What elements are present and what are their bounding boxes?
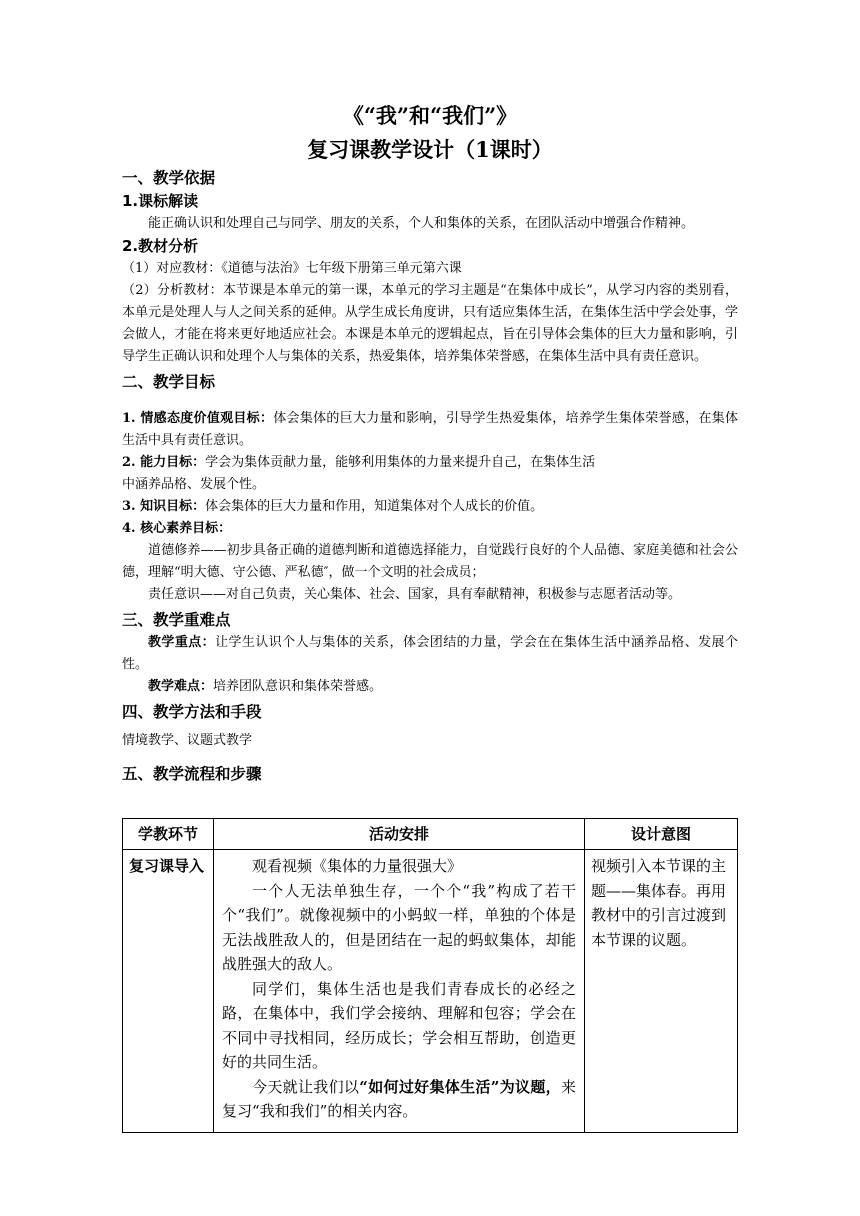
goal-1-text: 体会集体的巨大力量和影响，引导学生热爱集体，培养学生集体荣誉感，在集体生活中具有责任意识。 <box>122 411 738 448</box>
intent-cell: 视频引入本节课的主题——集体春。再用教材中的引言过渡到本节课的议题。 <box>585 850 738 1133</box>
teaching-flow-table <box>122 818 738 1133</box>
activity-p4 <box>222 1075 576 1124</box>
subsection-1-2-heading: 2.教材分析 <box>122 237 199 255</box>
goal-2-cont: 中涵养品格、发展个性。 <box>122 477 266 492</box>
table-row <box>123 850 738 1133</box>
goal-2-text-a: 学会为集体贡献力量，能够利用集体的力量来提升自己，在集体生活 <box>205 455 596 470</box>
goal-4-moral: 道德修养——初步具备正确的道德判断和道德选择能力，自觉践行良好的个人品德、家庭美德和社会公德，理解“明大德、守公德、严私德″，做一个文明的社会成员； <box>122 543 738 580</box>
section-3-heading: 三、教学重难点 <box>122 611 231 629</box>
header-activity: 活动安排 <box>214 819 585 850</box>
section-4-heading: 四、教学方法和手段 <box>122 703 262 721</box>
section-1-heading: 一、教学依据 <box>122 169 216 187</box>
activity-cell <box>214 850 585 1133</box>
key-point <box>122 632 738 676</box>
header-intent: 设计意图 <box>585 819 738 850</box>
key-point-text: 让学生认识个人与集体的关系，体会团结的力量，学会在在集体生活中涵养品格、发展个性。 <box>122 635 738 672</box>
textbook-ref: （1）对应教材：《道德与法治》七年级下册第三单元第六课 <box>122 261 462 276</box>
activity-p4-topic: “如何过好集体生活”为议题， <box>359 1077 561 1096</box>
goal-4-responsibility: 责任意识——对自己负责，关心集体、社会、国家，具有奉献精神，积极参与志愿者活动等。 <box>148 587 682 602</box>
table-header-row <box>123 819 738 850</box>
difficulty <box>122 676 738 698</box>
stage-cell: 复习课导入 <box>123 850 214 1133</box>
goal-3-label: 3. 知识目标： <box>122 499 206 514</box>
curriculum-text: 能正确认识和处理自己与同学、朋友的关系，个人和集体的关系，在团队活动中增强合作精神。 <box>148 216 695 231</box>
activity-p3: 同学们，集体生活也是我们青春成长的必经之路，在集体中，我们学会接纳、理解和包容；学会在不同中寻找相同，经历成长；学会相互帮助，创造更好的共同生活。 <box>222 979 576 1071</box>
difficulty-label: 教学难点： <box>148 679 214 694</box>
goal-3-text: 体会集体的巨大力量和作用，知道集体对个人成长的价值。 <box>205 499 544 514</box>
goal-4-label: 4. 核心素养目标： <box>122 521 232 536</box>
goal-4 <box>122 518 738 540</box>
activity-p1: 观看视频《集体的力量很强大》 <box>252 857 463 875</box>
doc-title-line1: 《“我”和“我们”》 <box>342 103 518 128</box>
section-2-heading: 二、教学目标 <box>122 373 216 391</box>
methods-text: 情境教学、议题式教学 <box>122 733 253 748</box>
subsection-1-1-heading: 1.课标解读 <box>122 192 199 210</box>
textbook-analysis: （2）分析教材：本节课是本单元的第一课，本单元的学习主题是“在集体中成长”，从学习内容的类别看，本单元是处理人与人之间关系的延伸。从学生成长角度讲，只有适应集体生活，在集体生活中学会处事，学会做人，才能在将来更好地适应社会。本课是本单元的逻辑起点，旨在引导体会集体的巨大力量和影响，引导学生正确认识和处理个人与集体的关系，热爱集体，培养集体荣誉感，在集体生活中具有责任意识。 <box>122 283 738 364</box>
section-5-heading: 五、教学流程和步骤 <box>122 765 262 783</box>
document-page <box>122 98 738 786</box>
key-point-label: 教学重点： <box>148 635 216 650</box>
goal-1 <box>122 408 738 452</box>
activity-p4-a: 今天就让我们以 <box>252 1077 360 1096</box>
goal-2 <box>122 452 738 474</box>
goal-3 <box>122 496 738 518</box>
goal-2-label: 2. 能力目标： <box>122 455 206 470</box>
doc-title-line2: 复习课教学设计（1课时） <box>307 137 553 162</box>
difficulty-text: 培养团队意识和集体荣誉感。 <box>213 679 383 694</box>
header-stage: 学教环节 <box>123 819 214 850</box>
activity-p4-c: 来复习“我和我们”的相关内容。 <box>222 1077 576 1120</box>
goal-1-label: 1. 情感态度价值观目标： <box>122 411 274 426</box>
activity-p2: 一个人无法单独生存，一个个“我”构成了若干个“我们”。就像视频中的小蚂蚁一样，单独的个体是无法战胜敌人的，但是团结在一起的蚂蚁集体，却能战胜强大的敌人。 <box>222 881 576 973</box>
